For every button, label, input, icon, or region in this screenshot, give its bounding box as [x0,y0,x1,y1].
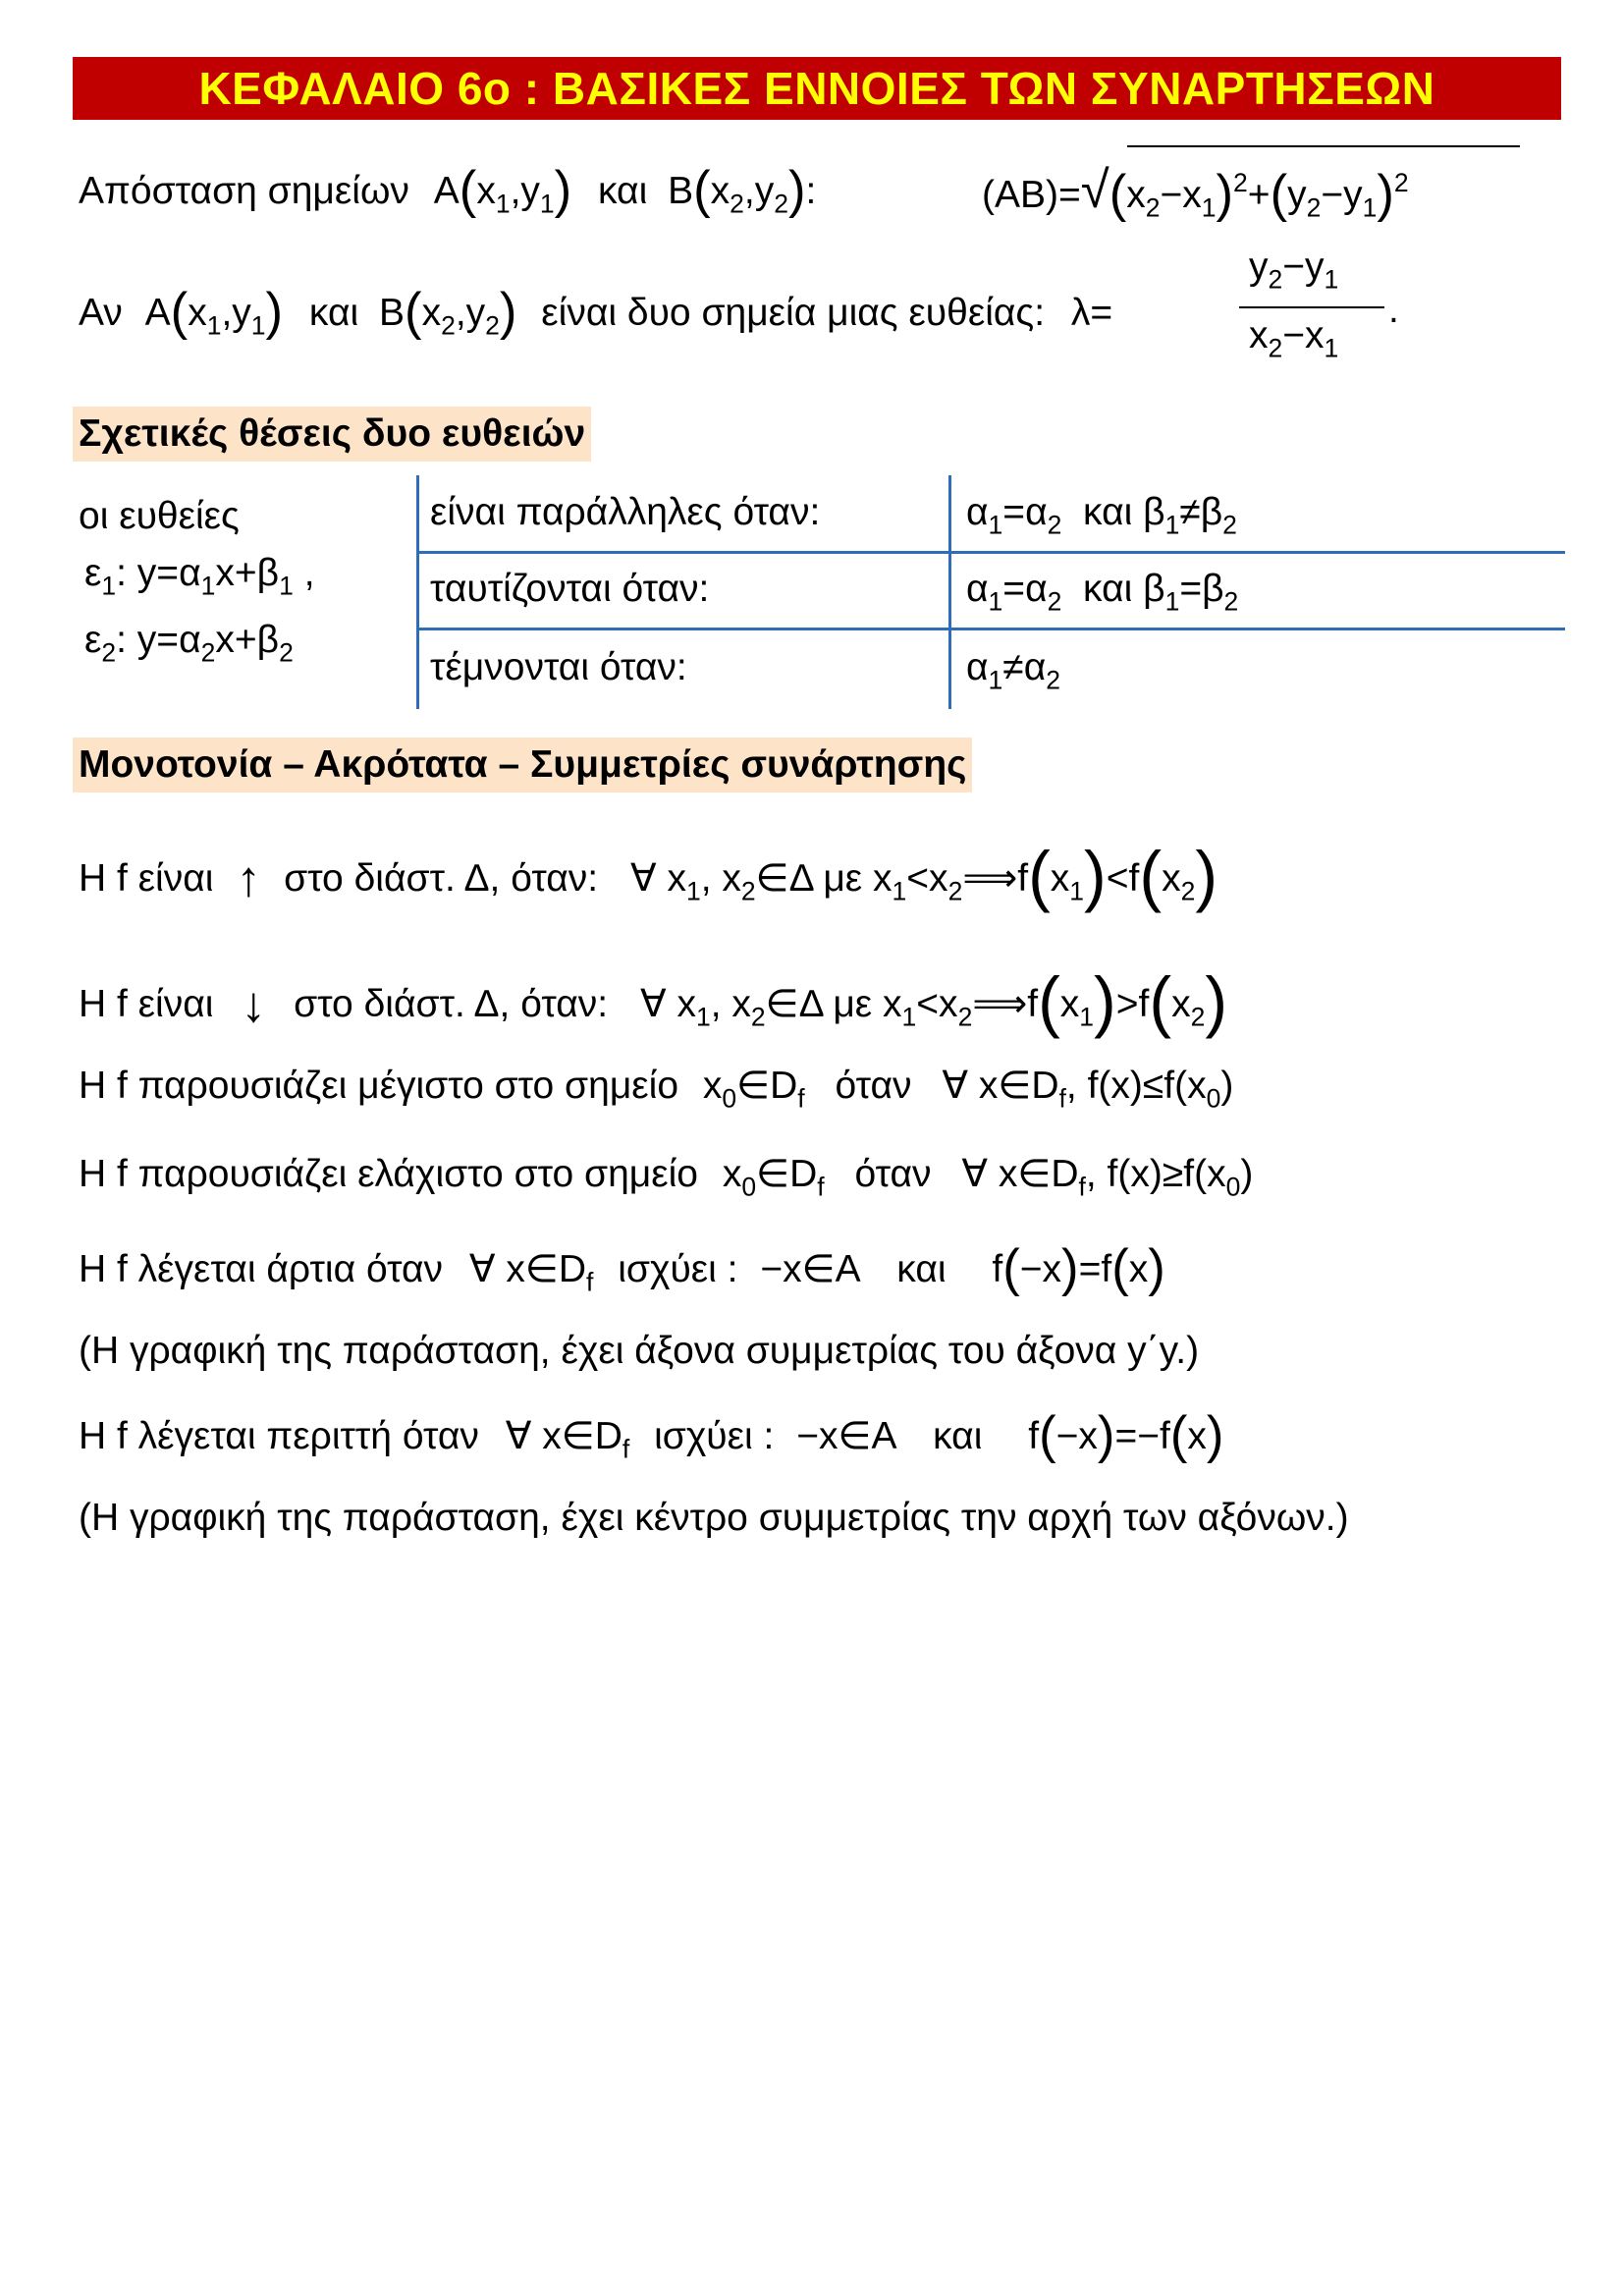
chapter-title: ΚΕΦΑΛΑΙΟ 6ο : ΒΑΣΙΚΕΣ ΕΝΝΟΙΕΣ ΤΩΝ ΣΥΝΑΡΤΗΣΕΩΝ [73,57,1561,120]
sqrt-bar [1127,145,1520,147]
row-intersect-math: $\alpha_1\ne\alpha_2$ [966,646,1060,695]
section-heading-monotonicity: Μονοτονία – Ακρότατα – Συμμετρίες συνάρτησης [73,738,972,793]
distance-label: Απόσταση σημείων [79,169,409,212]
sqrt-icon: √ [1080,161,1109,219]
maximum-line: Η f παρουσιάζει μέγιστο στο σημείο $x_0\in D_f$ όταν ∀ $x\in D_f$, $f(x)\le f(x_0)$ [79,1065,1234,1114]
section-heading-lines: Σχετικές θέσεις δυο ευθειών [73,407,591,462]
slope-line: Αν $A(x_1,y_1)$ και $B(x_2,y_2)$ είναι δυο σημεία μιας ευθείας: λ= [79,283,1113,341]
minimum-line: Η f παρουσιάζει ελάχιστο στο σημείο $x_0\in D_f$ όταν ∀ $x\in D_f$, $f(x)\ge f(x_0)$ [79,1153,1254,1202]
slope-denominator: $x_2-x_1$ [1249,314,1339,363]
even-line: Η f λέγεται άρτια όταν ∀ $x\in D_f$ ισχύει : −x∈A και f(−x)=f(x) [79,1239,1165,1297]
line-eps1: $\varepsilon_1$: $y=\alpha_1x+\beta_1$ , [84,552,315,601]
increasing-line: Η f είναι ↑ στο διάστ. Δ, όταν: ∀ $x_1$, $x_2\in\Delta$ με $x_1<x_2⟹f(x_1)<f(x_2)$ [79,839,1218,913]
row-intersect-cond: τέμνονται όταν: [430,646,687,688]
slope-numerator: $y_2-y_1$ [1249,246,1339,295]
odd-note: (Η γραφική της παράσταση, έχει κέντρο συμμετρίας την αρχή των αξόνων.) [79,1497,1349,1539]
distance-result: $(AB)=√(x_2-x_1)^2+(y_2-y_1)^2$ [982,161,1409,224]
fraction-bar [1239,306,1384,308]
table-divider-2 [948,475,951,709]
table-divider-1 [416,475,419,709]
lines-intro: οι ευθείες [79,495,240,537]
arrow-down-icon: ↓ [241,975,266,1032]
line-eps2: $\varepsilon_2$: $y=\alpha_2x+\beta_2$ [84,619,294,668]
decreasing-line: Η f είναι ↓ στο διάστ. Δ, όταν: ∀ $x_1$, $x_2\in\Delta$ με $x_1<x_2⟹f(x_1)>f(x_2)$ [79,964,1228,1039]
row-parallel-cond: είναι παράλληλες όταν: [430,491,821,533]
arrow-up-icon: ↑ [236,849,261,906]
table-row-line-1 [416,551,1565,554]
odd-line: Η f λέγεται περιττή όταν ∀ $x\in D_f$ ισχύει : −x∈A και f(−x)=−f(x) [79,1406,1224,1464]
row-parallel-math: $\alpha_1=\alpha_2$ και $\beta_1\ne\beta_2$ [966,491,1237,540]
row-coincide-math: $\alpha_1=\alpha_2$ και $\beta_1=\beta_2$ [966,568,1239,617]
distance-formula-line: Απόσταση σημείων $A(x_1,y_1)$ και $B(x_2,y_2)$: [79,161,817,219]
even-note: (Η γραφική της παράσταση, έχει άξονα συμμετρίας του άξονα y΄y.) [79,1330,1200,1372]
row-coincide-cond: ταυτίζονται όταν: [430,568,710,610]
table-row-line-2 [416,628,1565,630]
ab-symbol: (AB) [982,174,1058,216]
